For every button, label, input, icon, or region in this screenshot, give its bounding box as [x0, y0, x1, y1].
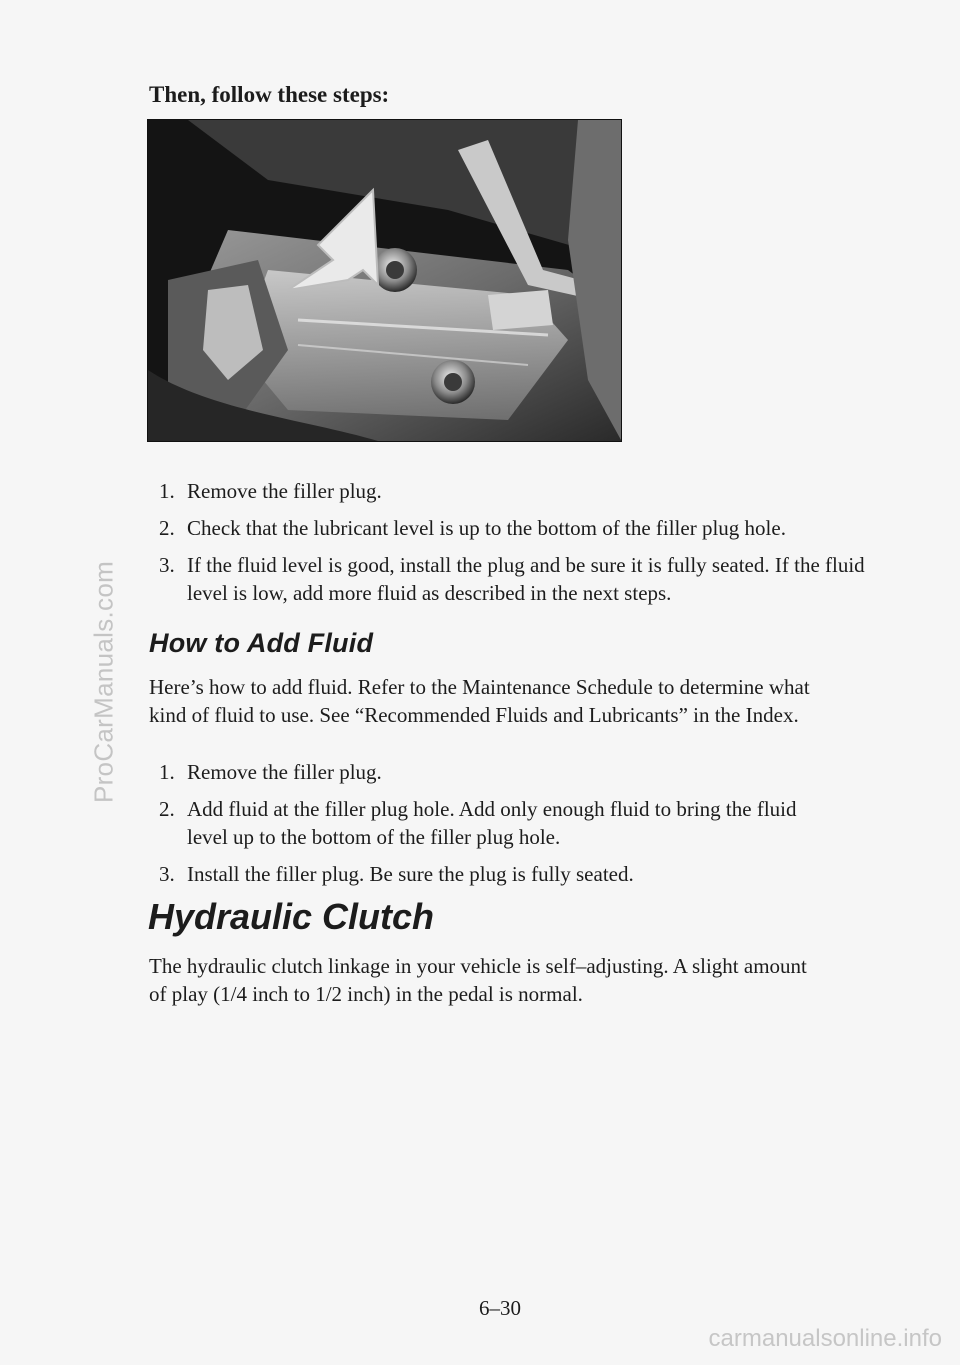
step-text: Remove the filler plug.	[187, 479, 382, 503]
check-steps-list	[159, 477, 867, 616]
step-text: Add fluid at the filler plug hole. Add only enough fluid to bring the fluid level up to the bottom of the filler plug hole.	[187, 797, 797, 849]
step-number: 1.	[159, 760, 175, 784]
list-item	[159, 795, 827, 851]
how-to-add-fluid-heading: How to Add Fluid	[149, 628, 374, 658]
step-text: If the fluid level is good, install the plug and be sure it is fully seated. If the fluid level is low, add more fluid as described in the next steps.	[187, 553, 865, 605]
step-text: Remove the filler plug.	[187, 760, 382, 784]
step-number: 1.	[159, 479, 175, 503]
list-item	[159, 551, 867, 607]
hydraulic-clutch-text: The hydraulic clutch linkage in your vehicle is self–adjusting. A slight amount of play (1/4 inch to 1/2 inch) in the pedal is normal.	[149, 954, 807, 1006]
footer-watermark: carmanualsonline.info	[708, 1325, 942, 1352]
lead-text: Then, follow these steps:	[149, 82, 390, 107]
list-item	[159, 860, 827, 888]
page-number: 6–30	[479, 1296, 521, 1320]
filler-plug-photo-icon	[148, 120, 621, 441]
transmission-photo	[148, 120, 621, 441]
add-fluid-steps-list	[159, 758, 827, 897]
step-text: Check that the lubricant level is up to the bottom of the filler plug hole.	[187, 516, 786, 540]
how-to-add-intro: Here’s how to add fluid. Refer to the Maintenance Schedule to determine what kind of fluid to use. See “Recommended Fluids and Lubricants” in the Index.	[149, 675, 810, 727]
step-text: Install the filler plug. Be sure the plug is fully seated.	[187, 862, 634, 886]
side-watermark: ProCarManuals.com	[88, 560, 119, 804]
list-item	[159, 758, 827, 786]
step-number: 2.	[159, 516, 175, 540]
step-number: 3.	[159, 553, 175, 577]
hydraulic-clutch-heading: Hydraulic Clutch	[148, 896, 435, 937]
list-item	[159, 514, 867, 542]
step-number: 3.	[159, 862, 175, 886]
step-number: 2.	[159, 797, 175, 821]
list-item	[159, 477, 867, 505]
